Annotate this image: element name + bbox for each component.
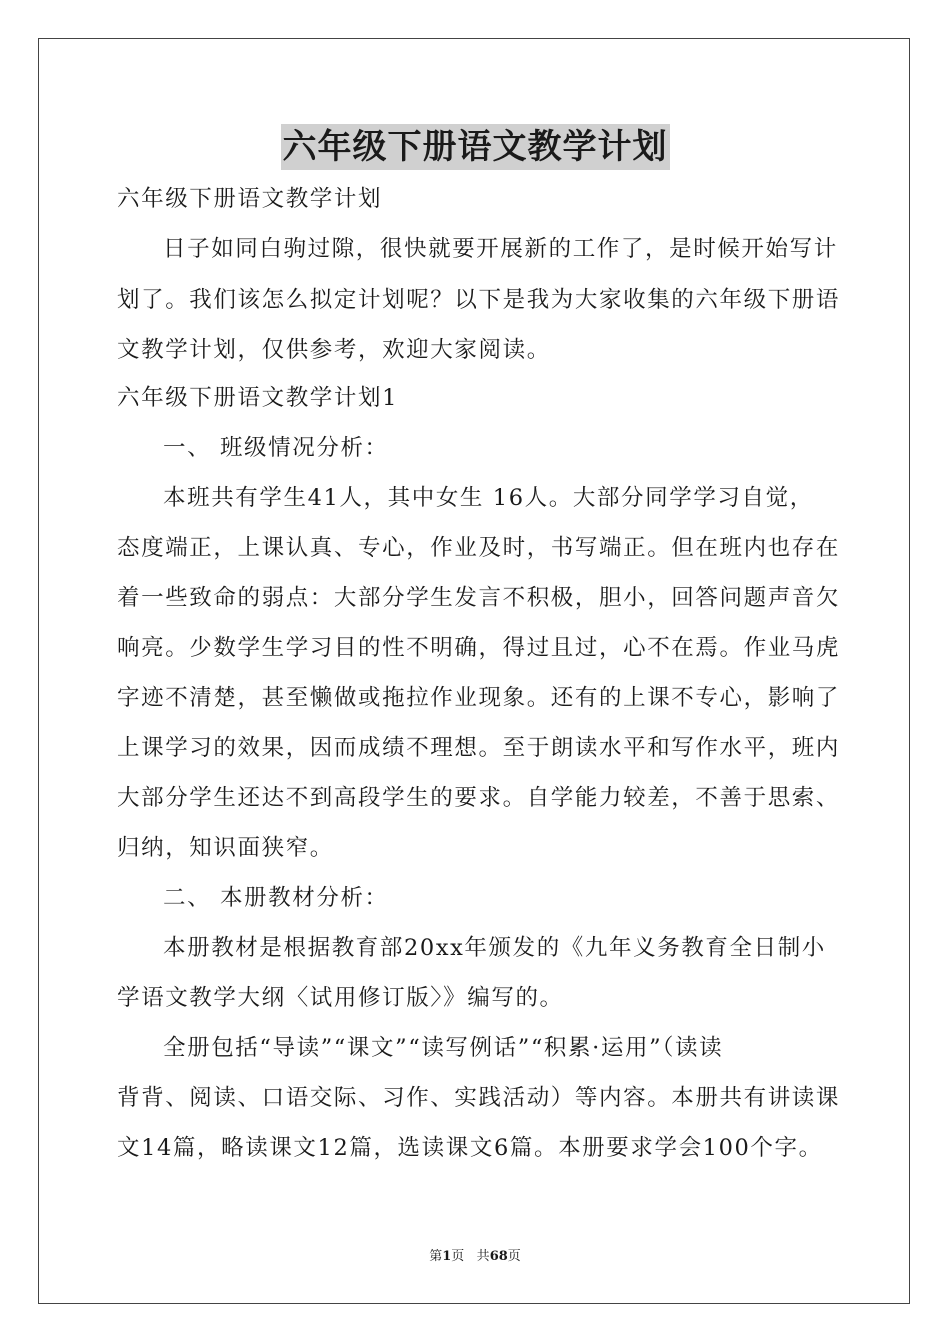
part2-heading: 二、 本册教材分析： xyxy=(163,885,389,911)
part2-line: 文14篇，略读课文12篇，选读课文6篇。本册要求学会100个字。 xyxy=(117,1135,823,1161)
part1-line: 响亮。少数学生学习目的性不明确，得过且过，心不在焉。作业马虎 xyxy=(117,635,841,661)
part2-line: 本册教材是根据教育部20xx年颁发的《九年义务教育全日制小 xyxy=(163,935,826,961)
part2-line: 学语文教学大纲〈试用修订版〉》编写的。 xyxy=(117,985,564,1011)
part1-line: 态度端正，上课认真、专心，作业及时，书写端正。但在班内也存在 xyxy=(117,535,841,561)
part1-line: 本班共有学生41人，其中女生 16人。大部分同学学习自觉， xyxy=(163,485,814,511)
page-footer xyxy=(0,1248,950,1266)
part2-line: 全册包括“导读”“课文”“读写例话”“积累·运用”（读读 xyxy=(163,1035,724,1061)
intro-line: 划了。我们该怎么拟定计划呢？以下是我为大家收集的六年级下册语 xyxy=(117,287,841,313)
page-border xyxy=(38,38,910,1304)
footer-total-prefix: 共 xyxy=(476,1249,490,1264)
title-container xyxy=(0,124,950,170)
section-heading: 六年级下册语文教学计划1 xyxy=(117,385,399,411)
footer-page-prefix: 第 xyxy=(429,1249,443,1264)
footer-page-number: 1 xyxy=(442,1249,452,1264)
part1-line: 大部分学生还达不到高段学生的要求。自学能力较差，不善于思索、 xyxy=(117,785,841,811)
document-subtitle: 六年级下册语文教学计划 xyxy=(117,186,383,212)
footer-total-pages: 68 xyxy=(489,1249,508,1264)
part1-line: 归纳，知识面狭窄。 xyxy=(117,835,334,861)
intro-line: 文教学计划，仅供参考，欢迎大家阅读。 xyxy=(117,337,551,363)
document-title: 六年级下册语文教学计划 xyxy=(281,124,670,170)
footer-total-suffix: 页 xyxy=(507,1249,521,1264)
part1-line: 字迹不清楚，甚至懒做或拖拉作业现象。还有的上课不专心，影响了 xyxy=(117,685,841,711)
intro-line: 日子如同白驹过隙，很快就要开展新的工作了，是时候开始写计 xyxy=(163,236,838,262)
part2-line: 背背、阅读、口语交际、习作、实践活动）等内容。本册共有讲读课 xyxy=(117,1085,841,1111)
part1-line: 上课学习的效果，因而成绩不理想。至于朗读水平和写作水平，班内 xyxy=(117,735,841,761)
part1-line: 着一些致命的弱点：大部分学生发言不积极，胆小，回答问题声音欠 xyxy=(117,585,841,611)
footer-page-suffix: 页 xyxy=(451,1249,465,1264)
part1-heading: 一、 班级情况分析： xyxy=(163,435,389,461)
